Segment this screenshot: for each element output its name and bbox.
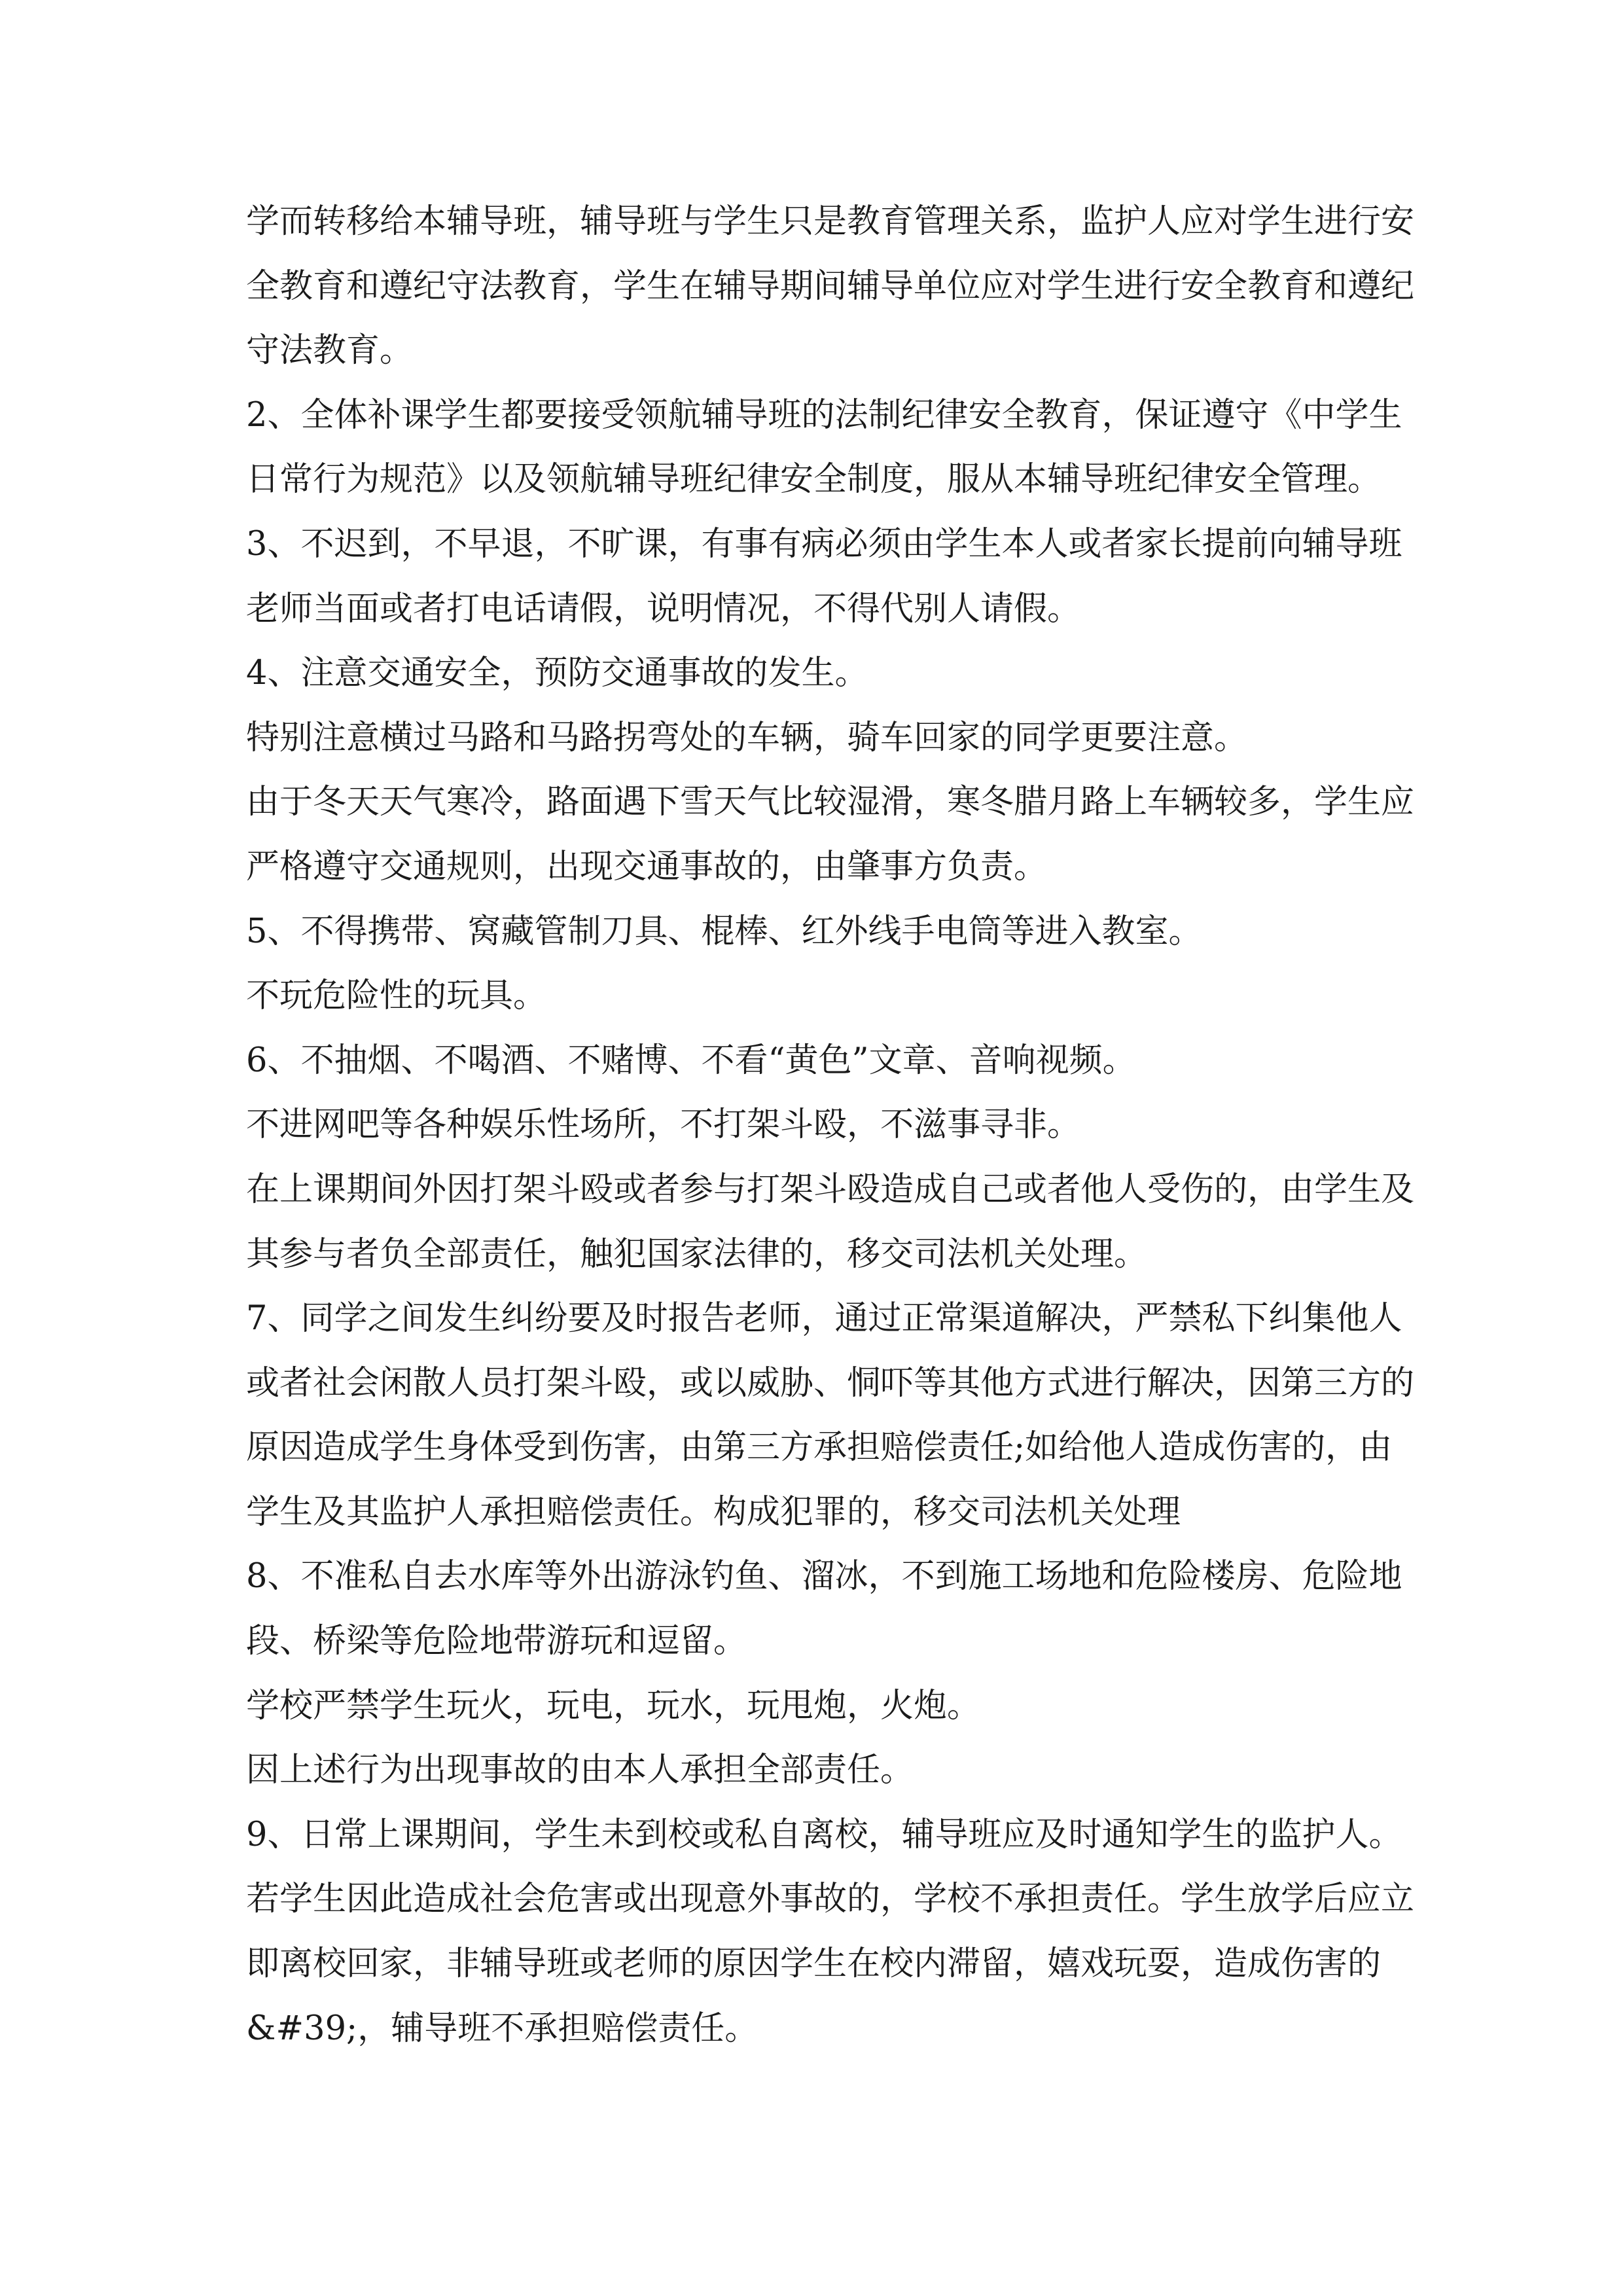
text-line: 老师当面或者打电话请假，说明情况，不得代别人请假。 bbox=[246, 589, 1081, 628]
text-line: 即离校回家，非辅导班或老师的原因学生在校内滞留，嬉戏玩耍，造成伤害的 bbox=[246, 1945, 1382, 1984]
text-line: 6、不抽烟、不喝酒、不赌博、不看“黄色”文章、音响视频。 bbox=[246, 1041, 1136, 1080]
text-line: 不玩危险性的玩具。 bbox=[246, 977, 547, 1016]
document-body bbox=[246, 190, 1415, 2061]
text-line: 9、日常上课期间，学生未到校或私自离校，辅导班应及时通知学生的监护人。 bbox=[246, 1815, 1402, 1854]
text-line: 日常行为规范》以及领航辅导班纪律安全制度，服从本辅导班纪律安全管理。 bbox=[246, 460, 1382, 499]
text-line: 其参与者负全部责任，触犯国家法律的，移交司法机关处理。 bbox=[246, 1234, 1148, 1274]
text-line: 在上课期间外因打架斗殴或者参与打架斗殴造成自己或者他人受伤的，由学生及 bbox=[246, 1170, 1415, 1209]
text-line: 严格遵守交通规则，出现交通事故的，由肇事方负责。 bbox=[246, 847, 1048, 886]
text-line: 或者社会闲散人员打架斗殴，或以威胁、恫吓等其他方式进行解决，因第三方的 bbox=[246, 1363, 1415, 1403]
text-line: 全教育和遵纪守法教育，学生在辅导期间辅导单位应对学生进行安全教育和遵纪 bbox=[246, 266, 1415, 306]
text-line: 守法教育。 bbox=[246, 331, 414, 370]
text-line: &#39;，辅导班不承担赔偿责任。 bbox=[246, 2009, 758, 2048]
text-line: 不进网吧等各种娱乐性场所，不打架斗殴，不滋事寻非。 bbox=[246, 1105, 1081, 1145]
text-line: 学而转移给本辅导班，辅导班与学生只是教育管理关系，监护人应对学生进行安 bbox=[246, 202, 1415, 241]
text-line: 学校严禁学生玩火，玩电，玩水，玩甩炮，火炮。 bbox=[246, 1686, 981, 1725]
text-line: 7、同学之间发生纠纷要及时报告老师，通过正常渠道解决，严禁私下纠集他人 bbox=[246, 1299, 1402, 1338]
text-line: 学生及其监护人承担赔偿责任。构成犯罪的，移交司法机关处理 bbox=[246, 1492, 1181, 1532]
text-line: 5、不得携带、窝藏管制刀具、棍棒、红外线手电筒等进入教室。 bbox=[246, 912, 1202, 951]
text-line: 8、不准私自去水库等外出游泳钓鱼、溜冰，不到施工场地和危险楼房、危险地 bbox=[246, 1557, 1402, 1596]
text-line: 段、桥梁等危险地带游玩和逗留。 bbox=[246, 1622, 747, 1661]
text-line: 4、注意交通安全，预防交通事故的发生。 bbox=[246, 654, 868, 693]
text-line: 原因造成学生身体受到伤害，由第三方承担赔偿责任;如给他人造成伤害的，由 bbox=[246, 1428, 1393, 1467]
text-line: 若学生因此造成社会危害或出现意外事故的，学校不承担责任。学生放学后应立 bbox=[246, 1880, 1415, 1919]
text-line: 由于冬天天气寒冷，路面遇下雪天气比较湿滑，寒冬腊月路上车辆较多，学生应 bbox=[246, 783, 1415, 822]
text-line: 因上述行为出现事故的由本人承担全部责任。 bbox=[246, 1751, 914, 1790]
text-line: 2、全体补课学生都要接受领航辅导班的法制纪律安全教育，保证遵守《中学生 bbox=[246, 395, 1402, 435]
text-line: 特别注意横过马路和马路拐弯处的车辆，骑车回家的同学更要注意。 bbox=[246, 718, 1248, 757]
text-line: 3、不迟到，不早退，不旷课，有事有病必须由学生本人或者家长提前向辅导班 bbox=[246, 524, 1402, 564]
